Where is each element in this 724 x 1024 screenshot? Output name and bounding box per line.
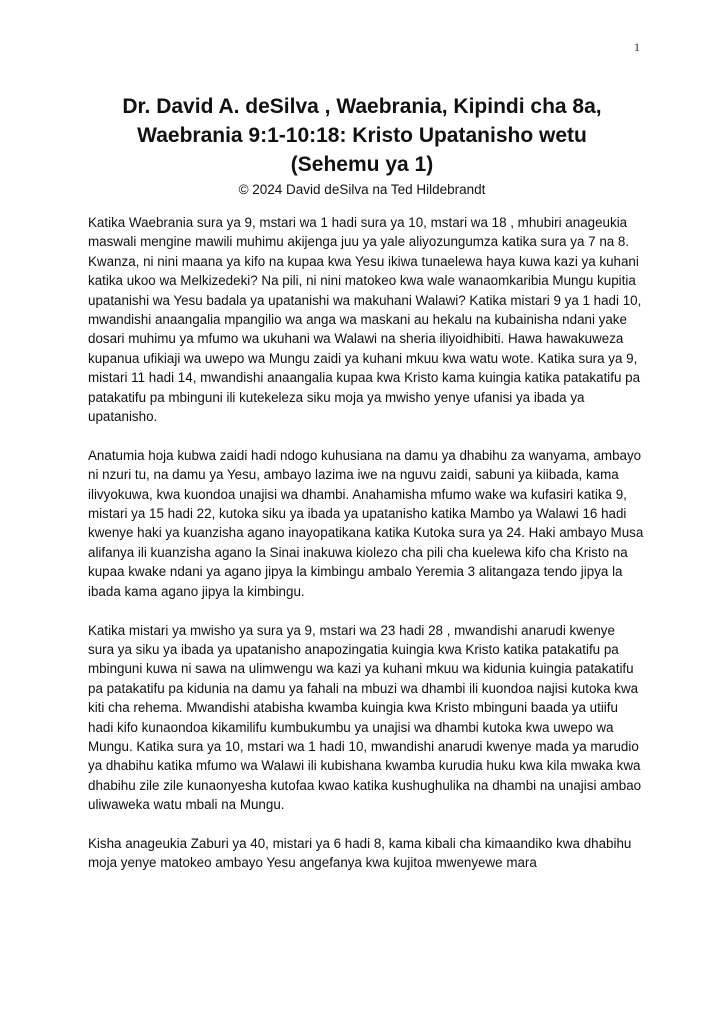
copyright-line: © 2024 David deSilva na Ted Hildebrandt bbox=[238, 182, 486, 197]
title-line: Dr. David A. deSilva , Waebrania, Kipindi cha 8a, bbox=[122, 95, 602, 118]
paragraph: Katika Waebrania sura ya 9, mstari wa 1 hadi sura ya 10, mstari wa 18 , mhubiri anageukia maswali mengine mawili muhimu akijenga juu ya yale aliyozungumza katika sura ya 7 na 8. Kwanza, ni nini maana ya kifo na kupaa kwa Yesu ikiwa tunaelewa haya kuwa kazi ya kuhani katika ukoo wa Melkizedeki? Na pili, ni nini matokeo kwa wale wanaomkaribia Mungu kupitia upatanishi wa Yesu badala ya upatanishi wa makuhani Walawi? Katika mistari 9 ya 1 hadi 10, mwandishi anaangalia mpangilio wa anga wa maskani au hekalu na kubainisha ndani yake dosari muhimu ya mfumo wa ukuhani wa Walawi na sheria iliyoidhibiti. Hawa hawakuweza kupanua ufikiaji wa uwepo wa Mungu zaidi ya kuhani mkuu kwa watu wote. Katika sura ya 9, mistari 11 hadi 14, mwandishi anaangalia kupaa kwa Kristo kama kuingia katika patakatifu pa patakatifu pa mbinguni ili kutekeleza siku moja ya mwisho yenye ufanisi ya ibada ya upatanisho. bbox=[88, 215, 642, 425]
document-title bbox=[60, 92, 664, 179]
paragraph: Anatumia hoja kubwa zaidi hadi ndogo kuhusiana na damu ya dhabihu za wanyama, ambayo ni nzuri tu, na damu ya Yesu, ambayo lazima iwe na nguvu zaidi, sabuni ya kiibada, kama ilivyokuwa, kwa kuondoa unajisi wa dhambi. Anahamisha mfumo wake wa kufasiri katika 9, mistari ya 15 hadi 22, kutoka siku ya ibada ya upatanisho katika Mambo ya Walawi 16 hadi kwenye haki ya kuanzisha agano inayopatikana katika Kutoka sura ya 24. Haki ambayo Musa alifanya ili kuanzisha agano la Sinai inakuwa kiolezo cha pili cha kuelewa kifo cha Kristo na kupaa kwake ndani ya agano jipya la kimbingu ambalo Yeremia 3 alitangaza tendo jipya la ibada kama agano jipya la kimbingu. bbox=[88, 447, 644, 599]
body-text bbox=[88, 213, 644, 892]
title-line: Waebrania 9:1-10:18: Kristo Upatanisho wetu bbox=[137, 124, 587, 147]
paragraph: Katika mistari ya mwisho ya sura ya 9, mstari wa 23 hadi 28 , mwandishi anarudi kwenye sura ya siku ya ibada ya upatanisho anapozingatia kuingia kwa Kristo katika patakatifu pa mbinguni kuwa ni sawa na ulimwengu wa kazi ya kuhani mkuu wa kidunia kuingia patakatifu pa patakatifu pa kidunia na damu ya fahali na mbuzi wa dhambi ili kuondoa najisi kutoka kwa kiti cha rehema. Mwandishi atabisha kwamba kuingia kwa Kristo mbinguni baada ya utiifu hadi kifo kunaondoa kikamilifu kumbukumbu ya unajisi wa dhambi kutoka kwa uwepo wa Mungu. Katika sura ya 10, mstari wa 1 hadi 10, mwandishi anarudi kwenye mada ya marudio ya dhabihu katika mfumo wa Walawi ili kubishana kwamba kurudia huku kwa kila mwaka kwa dhabihu zile zile kunaonyesha kutofaa kwao katika kushughulika na dhambi na unajisi ambao uliwaweka watu mbali na Mungu. bbox=[88, 622, 642, 813]
title-line: (Sehemu ya 1) bbox=[290, 153, 434, 176]
paragraph: Kisha anageukia Zaburi ya 40, mistari ya 6 hadi 8, kama kibali cha kimaandiko kwa dhabihu moja yenye matokeo ambayo Yesu angefanya kwa kujitoa mwenyewe mara bbox=[88, 835, 632, 871]
page-number: 1 bbox=[634, 40, 640, 54]
